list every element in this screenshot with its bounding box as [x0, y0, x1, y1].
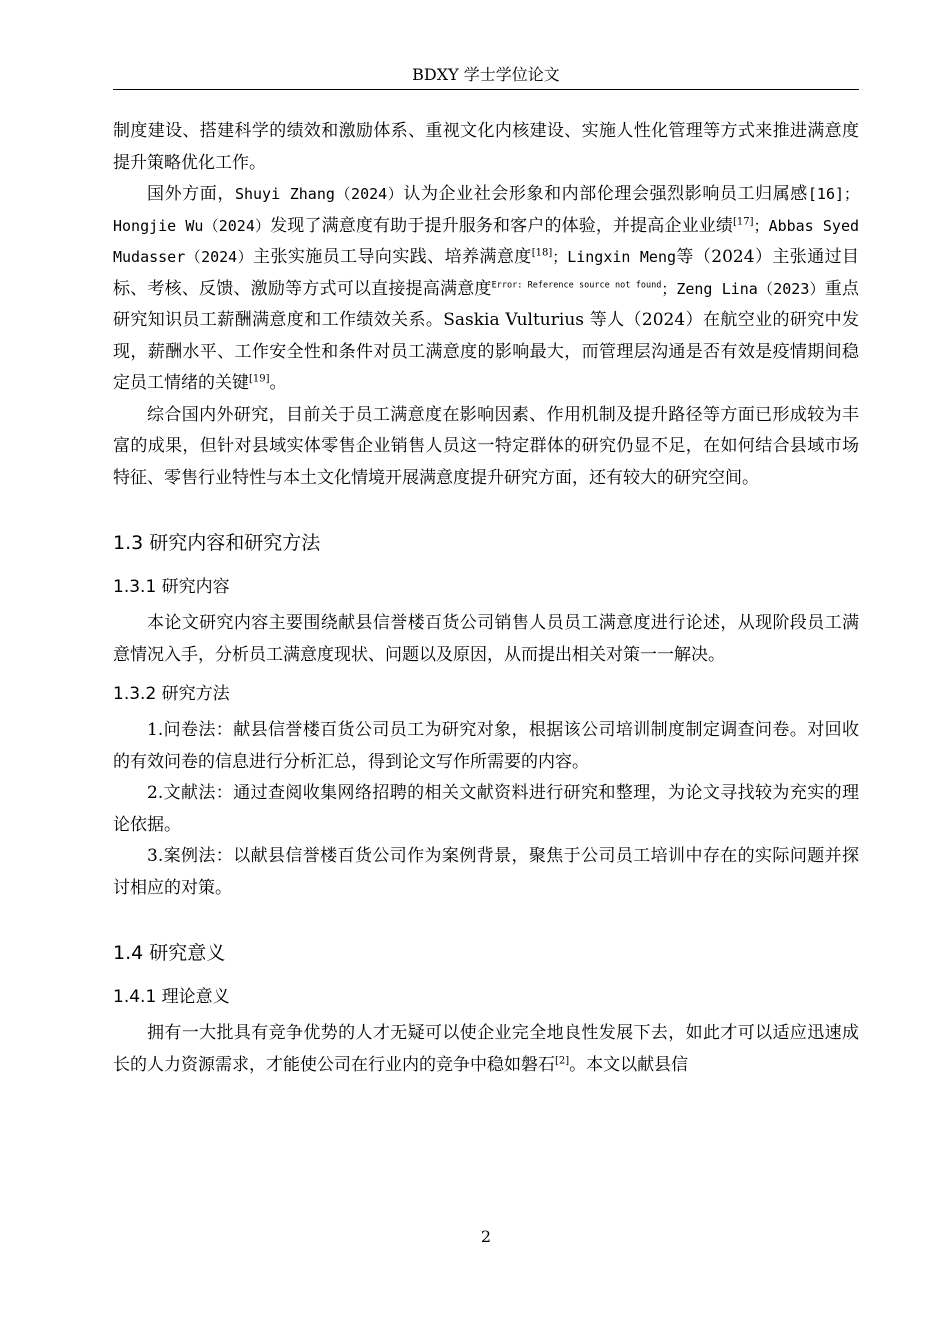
text-run: 重点研究知识员工薪酬满意度和工作绩效关系。Saskia Vulturius 等人（2024）在航空业的研究中发现，薪酬水平、工作安全性和条件对员工满意度的影响最大，而管理层沟通是否有效是疫情期间稳定员工情绪的关键 [113, 278, 859, 393]
text-run: 拥有一大批具有竞争优势的人才无疑可以使企业完全地良性发展下去，如此才可以适应迅速成长的人力资源需求，才能使公司在行业内的竞争中稳如磐石 [113, 1023, 859, 1075]
text-run: 认为企业社会形象和内部伦理会强烈影响员工归属感 [403, 184, 808, 204]
text-run: 主张实施员工导向实践、培养满意度 [253, 247, 532, 267]
text-run: 发现了满意度有助于提升服务和客户的体验，并提高企业业绩 [270, 215, 734, 236]
citation-ref: [19] [249, 373, 270, 385]
reference-error: Error: Reference source not found [491, 279, 662, 290]
section-heading-1-4: 1.4 研究意义 [113, 942, 226, 964]
section-heading-1-3: 1.3 研究内容和研究方法 [113, 532, 321, 554]
paragraph-summary: 综合国内外研究，目前关于员工满意度在影响因素、作用机制及提升路径等方面已形成较为丰富的成果，但针对县域实体零售企业销售人员这一特定群体的研究仍显不足，在如何结合县域市场特征、零售行业特性与本土文化情境开展满意度提升研究方面，还有较大的研究空间。 [113, 404, 859, 488]
paragraph-foreign-research [113, 179, 859, 400]
text-run: ；Abbas Syed Mudasser（2024） [113, 216, 860, 266]
subsection-heading-1-3-2: 1.3.2 研究方法 [113, 684, 230, 704]
text-run: ；Lingxin Meng [552, 248, 677, 266]
page-number: 2 [480, 1227, 492, 1246]
text-run: 。 [269, 373, 287, 393]
text-run: 。本文以献县信 [569, 1054, 689, 1075]
text-run: Shuyi Zhang（2024） [234, 185, 404, 203]
text-run: [16]；Hongjie Wu（2024） [113, 185, 860, 235]
running-header: BDXY 学士学位论文 [412, 65, 560, 84]
text-run: 国外方面， [147, 184, 235, 204]
method-item: 3.案例法：以献县信誉楼百货公司作为案例背景，聚焦于公司员工培训中存在的实际问题并探讨相应的对策。 [113, 846, 859, 898]
citation-ref: [2] [555, 1054, 570, 1066]
text-run: 主张通过目标、考核、反馈、激励等方式可以直接提高满意度 [113, 247, 860, 299]
header-rule [113, 89, 859, 90]
method-item: 2.文献法：通过查阅收集网络招聘的相关文献资料进行研究和整理，为论文寻找较为充实的理论依据。 [113, 783, 859, 835]
body-text [113, 116, 859, 1081]
paragraph-research-content: 本论文研究内容主要围绕献县信誉楼百货公司销售人员员工满意度进行论述，从现阶段员工满意情况入手，分析员工满意度现状、问题以及原因，从而提出相关对策一一解决。 [113, 613, 859, 665]
method-item: 1.问卷法：献县信誉楼百货公司员工为研究对象，根据该公司培训制度制定调查问卷。对回收的有效问卷的信息进行分析汇总，得到论文写作所需要的内容。 [113, 720, 859, 772]
text-run: 等（2024） [676, 247, 773, 267]
paragraph-continued: 制度建设、搭建科学的绩效和激励体系、重视文化内核建设、实施人性化管理等方式来推进满意度提升策略优化工作。 [113, 121, 859, 173]
paragraph-theoretical-significance [113, 1018, 859, 1081]
citation-ref: [18] [531, 247, 553, 259]
subsection-heading-1-3-1: 1.3.1 研究内容 [113, 577, 230, 597]
subsection-heading-1-4-1: 1.4.1 理论意义 [113, 987, 230, 1007]
citation-ref: [17] [733, 215, 754, 227]
text-run: ；Zeng Lina（2023） [661, 279, 825, 298]
